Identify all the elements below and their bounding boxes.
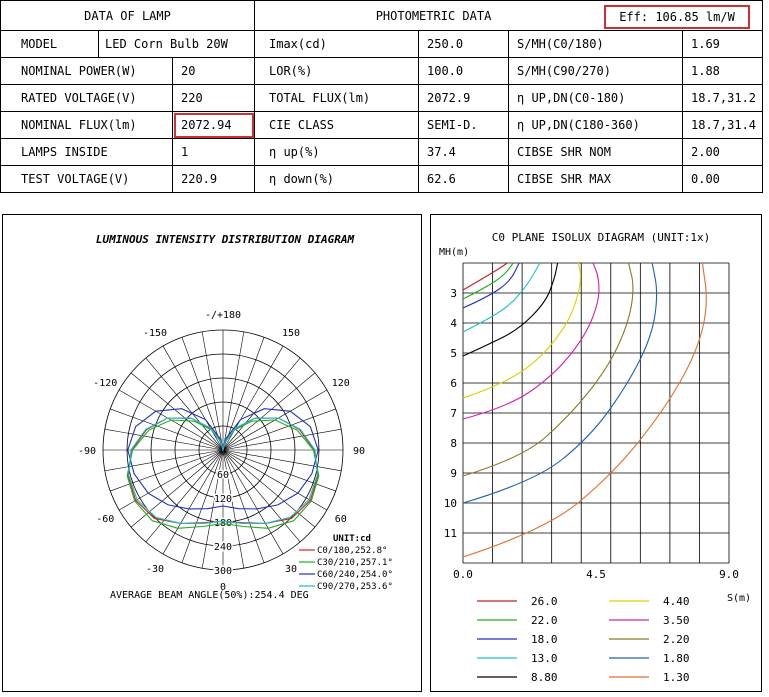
- cell-value: 37.4: [419, 139, 509, 166]
- polar-footer: AVERAGE BEAM ANGLE(50%):254.4 DEG: [110, 590, 309, 601]
- isolux-y-tick: 6: [450, 377, 457, 390]
- cell-label: η UP,DN(C0-180): [509, 85, 683, 112]
- polar-angle-label: 30: [284, 563, 298, 575]
- polar-radial-tick-label: 240: [213, 542, 233, 553]
- polar-angle-label: -/+180: [204, 310, 242, 321]
- isolux-legend-label: 1.30: [663, 671, 690, 684]
- polar-angle-label: 90: [352, 446, 366, 457]
- isolux-y-label: MH(m): [439, 247, 470, 258]
- cell-label: RATED VOLTAGE(V): [1, 85, 173, 112]
- polar-radial-tick-label: 180: [213, 518, 233, 529]
- cell-label: TOTAL FLUX(lm): [255, 85, 419, 112]
- polar-radial-tick-label: 120: [213, 494, 233, 505]
- polar-unit-label: UNIT:cd: [333, 534, 371, 544]
- isolux-legend-label: 22.0: [531, 614, 558, 627]
- cell-label: LAMPS INSIDE: [1, 139, 173, 166]
- cell-value: 100.0: [419, 58, 509, 85]
- polar-legend-label: C60/240,254.0°: [317, 570, 393, 580]
- cell-value: 220: [173, 85, 255, 112]
- isolux-legend-label: 4.40: [663, 595, 690, 608]
- isolux-legend-label: 13.0: [531, 652, 558, 665]
- polar-angle-label: -60: [96, 514, 115, 525]
- cell-label: S/MH(C0/180): [509, 31, 683, 58]
- polar-legend-label: C30/210,257.1°: [317, 558, 393, 568]
- polar-angle-label: 150: [281, 328, 301, 340]
- polar-angle-label: -90: [77, 446, 97, 457]
- isolux-series-1: [463, 263, 513, 299]
- data-of-lamp-header: DATA OF LAMP: [1, 1, 255, 31]
- cell-value: 2.00: [683, 139, 763, 166]
- isolux-legend-label: 2.20: [663, 633, 690, 646]
- isolux-legend-label: 1.80: [663, 652, 690, 665]
- isolux-series-4: [463, 263, 558, 356]
- cell-value: 250.0: [419, 31, 509, 58]
- isolux-series-6: [463, 263, 599, 419]
- polar-chart: [3, 215, 421, 691]
- cell-label: Imax(cd): [255, 31, 419, 58]
- isolux-x-tick: 9.0: [719, 568, 739, 581]
- isolux-y-tick: 8: [450, 437, 457, 450]
- cell-value: SEMI-D.: [419, 112, 509, 139]
- cell-label: NOMINAL FLUX(lm): [1, 112, 173, 139]
- isolux-y-tick: 7: [450, 407, 457, 420]
- polar-diagram-panel: [2, 214, 422, 692]
- cell-label: LOR(%): [255, 58, 419, 85]
- cell-label: TEST VOLTAGE(V): [1, 166, 173, 193]
- cell-value: 1: [173, 139, 255, 166]
- polar-angle-label: -150: [142, 328, 168, 340]
- efficacy-badge: Eff: 106.85 lm/W: [604, 5, 750, 29]
- isolux-y-tick: 11: [443, 527, 457, 540]
- cell-value: 20: [173, 58, 255, 85]
- photometric-data-header: PHOTOMETRIC DATA: [255, 1, 763, 31]
- isolux-x-tick: 0.0: [453, 568, 473, 581]
- cell-label: CIBSE SHR MAX: [509, 166, 683, 193]
- isolux-y-tick: 3: [450, 287, 457, 300]
- cell-value: 0.00: [683, 166, 763, 193]
- polar-legend-label: C90/270,253.6°: [317, 582, 393, 592]
- isolux-legend-label: 8.80: [531, 671, 558, 684]
- isolux-legend-label: 3.50: [663, 614, 690, 627]
- isolux-series-3: [463, 263, 540, 332]
- cell-value: 62.6: [419, 166, 509, 193]
- cell-label: S/MH(C90/270): [509, 58, 683, 85]
- isolux-legend-label: 18.0: [531, 633, 558, 646]
- cell-value: LED Corn Bulb 20W: [99, 31, 255, 58]
- cell-value: 1.69: [683, 31, 763, 58]
- isolux-x-label: S(m): [727, 593, 752, 604]
- polar-radial-tick-label: 300: [213, 566, 233, 577]
- isolux-chart: [431, 215, 761, 691]
- polar-angle-label: 60: [334, 514, 347, 525]
- cell-label: CIE CLASS: [255, 112, 419, 139]
- isolux-y-tick: 9: [450, 467, 457, 480]
- isolux-diagram-panel: [430, 214, 762, 692]
- isolux-y-tick: 4: [450, 317, 457, 330]
- nominal-flux-value: 2072.94: [173, 112, 255, 139]
- cell-label: NOMINAL POWER(W): [1, 58, 173, 85]
- polar-legend-label: C0/180,252.8°: [317, 546, 388, 556]
- isolux-title: C0 PLANE ISOLUX DIAGRAM (UNIT:1x): [491, 231, 711, 244]
- cell-value: 2072.9: [419, 85, 509, 112]
- cell-label: η up(%): [255, 139, 419, 166]
- cell-label: η down(%): [255, 166, 419, 193]
- cell-label: CIBSE SHR NOM: [509, 139, 683, 166]
- cell-value: 220.9: [173, 166, 255, 193]
- cell-value: 18.7,31.4: [683, 112, 763, 139]
- isolux-x-tick: 4.5: [586, 568, 606, 581]
- cell-value: 1.88: [683, 58, 763, 85]
- cell-label: MODEL: [1, 31, 99, 58]
- polar-radial-tick-label: 60: [216, 470, 230, 481]
- isolux-y-tick: 5: [450, 347, 457, 360]
- polar-angle-label: -30: [145, 563, 165, 575]
- polar-angle-label: -120: [93, 378, 118, 389]
- isolux-legend-label: 26.0: [531, 595, 558, 608]
- cell-value: 18.7,31.2: [683, 85, 763, 112]
- polar-angle-label: 0: [219, 582, 227, 593]
- polar-angle-label: 120: [331, 378, 350, 389]
- isolux-y-tick: 10: [443, 497, 457, 510]
- polar-title: LUMINOUS INTENSITY DISTRIBUTION DIAGRAM: [95, 233, 355, 246]
- cell-label: η UP,DN(C180-360): [509, 112, 683, 139]
